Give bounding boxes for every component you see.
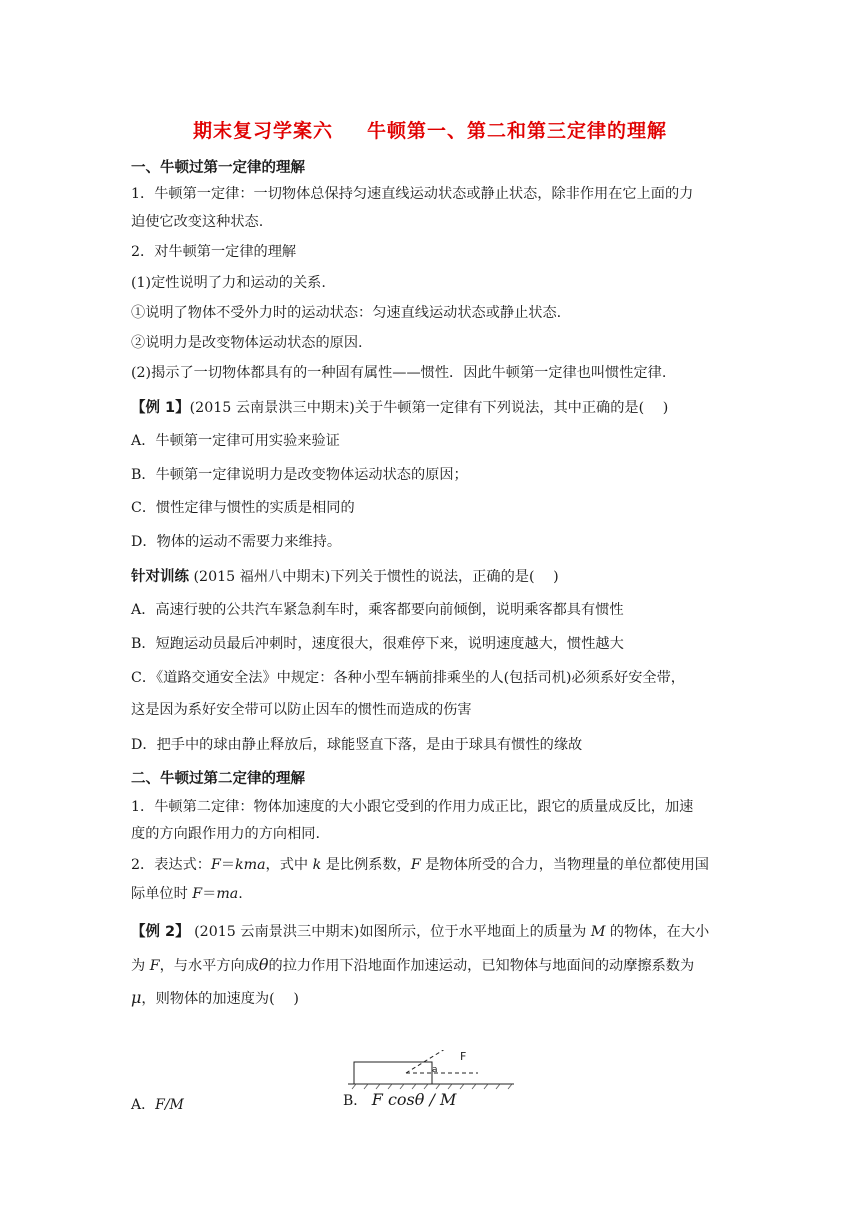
var-k: k: [312, 857, 322, 873]
ex2-text-f: ，则物体的加速度为( ): [141, 991, 299, 1007]
example2-line2: [131, 955, 694, 976]
drill-text: (2015 福州八中期末)下列关于惯性的说法，正确的是( ): [189, 569, 559, 585]
var-m: M: [590, 924, 606, 940]
example2-line1: [131, 922, 709, 942]
drill-tag: 针对训练: [131, 569, 189, 585]
drill-stem: [131, 567, 559, 587]
example1-text: (2015 云南景洪三中期末)关于牛顿第一定律有下列说法，其中正确的是( ): [189, 400, 669, 416]
drill-option-b: B．短跑运动员最后冲刺时，速度很大，很难停下来，说明速度越大，惯性越大: [131, 636, 624, 652]
var-ma: ma: [216, 886, 239, 902]
ground-hatching: [352, 1084, 512, 1089]
example2-option-b: [343, 1090, 456, 1110]
ex2-text-a: (2015 云南景洪三中期末)如图所示，位于水平地面上的质量为: [189, 924, 591, 940]
option-b-expr: F cosθ / M: [371, 1090, 457, 1109]
sec2-p2a: [131, 855, 709, 875]
example1-option-c: C．惯性定律与惯性的实质是相同的: [131, 500, 355, 516]
ex2-text-d: ，与水平方向成: [159, 958, 259, 974]
var-f3: F: [192, 886, 203, 902]
example2-line3: [131, 988, 299, 1009]
angle-label: a: [432, 1065, 438, 1075]
var-f: F: [210, 857, 221, 873]
force-diagram: [348, 1050, 518, 1090]
text-post: 是物体所受的合力，当物理量的单位都使用国: [420, 857, 709, 873]
title-part1: 期末复习学案六: [192, 120, 333, 142]
var-f2: F: [410, 857, 421, 873]
sec1-p1a: 1．牛顿第一定律：一切物体总保持匀速直线运动状态或静止状态，除非作用在它上面的力: [131, 186, 694, 202]
var-theta: θ: [258, 955, 269, 974]
text-mid2: 是比例系数，: [321, 857, 411, 873]
example2-option-a: [131, 1094, 184, 1114]
example1-option-d: D．物体的运动不需要力来维持。: [131, 534, 342, 550]
sec1-p4: ①说明了物体不受外力时的运动状态：匀速直线运动状态或静止状态.: [131, 305, 562, 321]
equals2: ＝: [202, 886, 217, 902]
expr-label: 2．表达式：: [131, 857, 211, 873]
section2-heading: 二、牛顿过第二定律的理解: [131, 771, 305, 787]
sec1-p2: 2．对牛顿第一定律的理解: [131, 244, 297, 260]
option-a-letter: A．: [131, 1097, 156, 1113]
sec1-p1b: 迫使它改变这种状态.: [131, 214, 264, 230]
document-title: [0, 116, 860, 143]
ex2-text-e: 的拉力作用下沿地面作加速运动，已知物体与地面间的动摩擦系数为: [268, 958, 695, 974]
sec1-p3: (1)定性说明了力和运动的关系.: [131, 275, 326, 291]
sec2-p2b: [131, 884, 243, 904]
period: .: [238, 886, 243, 902]
example1-option-b: B．牛顿第一定律说明力是改变物体运动状态的原因；: [131, 467, 468, 483]
sec1-p5: ②说明力是改变物体运动状态的原因.: [131, 335, 363, 351]
option-b-letter: B．: [343, 1093, 368, 1109]
text-mid: ，式中: [265, 857, 313, 873]
example1-option-a: A．牛顿第一定律可用实验来验证: [131, 433, 340, 449]
drill-option-d: D．把手中的球由静止释放后，球能竖直下落，是由于球具有惯性的缘故: [131, 737, 583, 753]
sec1-p6: (2)揭示了一切物体都具有的一种固有属性——惯性．因此牛顿第一定律也叫惯性定律.: [131, 365, 667, 381]
title-part2: 牛顿第一、第二和第三定律的理解: [367, 120, 668, 142]
drill-option-c2: 这是因为系好安全带可以防止因车的惯性而造成的伤害: [131, 702, 472, 718]
drill-option-c1: C．《道路交通安全法》中规定：各种小型车辆前排乘坐的人(包括司机)必须系好安全带，: [131, 670, 685, 686]
equals: ＝: [220, 857, 236, 873]
drill-option-a: A．高速行驶的公共汽车紧急刹车时，乘客都要向前倾倒，说明乘客都具有惯性: [131, 602, 624, 618]
var-f4: F: [149, 958, 160, 974]
var-mu: μ: [131, 988, 142, 1007]
ex2-text-c: 为: [131, 958, 150, 974]
ex2-text-b: 的物体，在大小: [605, 924, 710, 940]
text-pre: 际单位时: [131, 886, 193, 902]
sec2-p1b: 度的方向跟作用力的方向相同.: [131, 826, 320, 842]
example2-tag: 【例 2】: [131, 924, 190, 940]
example1-stem: [131, 398, 668, 418]
sec2-p1a: 1．牛顿第二定律：物体加速度的大小跟它受到的作用力成正比，跟它的质量成反比，加速: [131, 799, 694, 815]
force-label: F: [460, 1050, 467, 1063]
option-a-expr: F/M: [155, 1097, 184, 1113]
example1-tag: 【例 1】: [131, 400, 190, 416]
section1-heading: 一、牛顿过第一定律的理解: [131, 160, 305, 176]
var-kma: kma: [235, 857, 266, 873]
